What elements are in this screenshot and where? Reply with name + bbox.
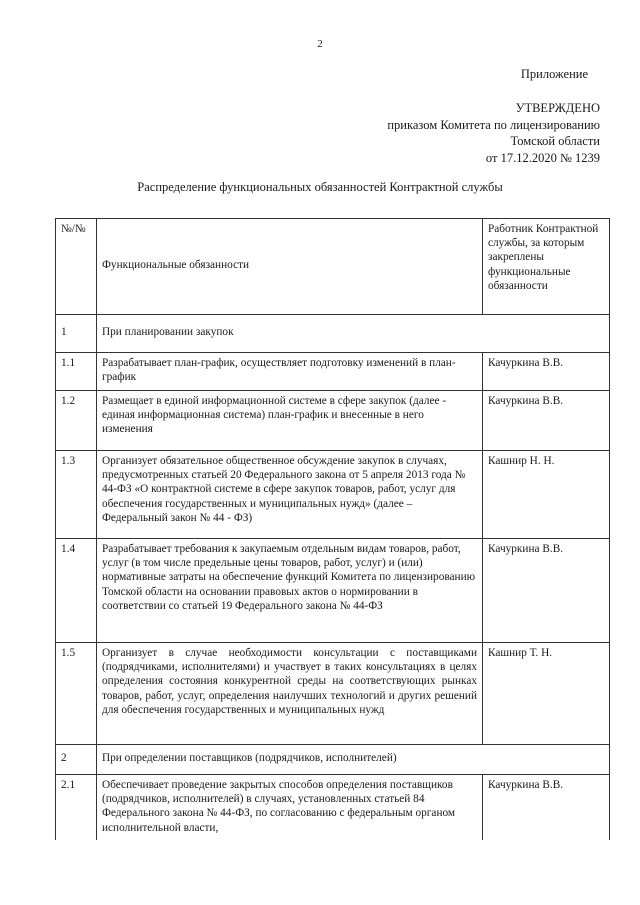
approval-line-3: от 17.12.2020 № 1239 (485, 150, 600, 165)
section-title-cell (97, 315, 610, 353)
row-num: 1.1 (56, 353, 97, 391)
section-row (56, 315, 610, 353)
section-row (56, 745, 610, 775)
table-row (56, 353, 610, 391)
table-row (56, 391, 610, 451)
row-worker: Качуркина В.В. (483, 353, 610, 391)
table-row (56, 643, 610, 745)
row-num: 1.5 (56, 643, 97, 745)
table-row (56, 775, 610, 840)
row-duty: Организует обязательное общественное обсуждение закупок в случаях, предусмотренных статьей 20 Федерального закона от 5 апреля 2013 года № 44-ФЗ «О контрактной системе в сфере закупок товаров, работ, услуг для обеспечения государственных и муниципальных нужд» (далее – Федеральный закон № 44 - ФЗ) (97, 451, 483, 539)
approval-title: УТВЕРЖДЕНО (515, 101, 600, 115)
row-duty: Разрабатывает план-график, осуществляет подготовку изменений в план-график (97, 353, 483, 391)
header-worker: Работник Контрактной службы, за которым закреплены функциональные обязанности (483, 219, 610, 315)
row-num: 2 (56, 745, 97, 775)
row-num: 2.1 (56, 775, 97, 840)
row-duty: Размещает в единой информационной системе в сфере закупок (далее - единая информационная система) план-график и внесенные в него изменения (97, 391, 483, 451)
table-row (56, 539, 610, 643)
row-worker: Кашнир Т. Н. (483, 643, 610, 745)
row-worker: Качуркина В.В. (483, 775, 610, 840)
table-header-row (56, 219, 610, 315)
row-duty: Обеспечивает проведение закрытых способов определения поставщиков (подрядчиков, исполнителей) в случаях, установленных статьей 84 Федерального закона № 44-ФЗ, по согласованию с федеральным органом исполнительной власти, (97, 775, 483, 840)
duties-table (55, 218, 610, 840)
row-num: 1.2 (56, 391, 97, 451)
row-worker: Качуркина В.В. (483, 539, 610, 643)
header-num: №/№ (56, 219, 97, 315)
approval-block (387, 100, 600, 166)
approval-line-1: приказом Комитета по лицензированию (387, 117, 600, 132)
row-num: 1 (56, 315, 97, 353)
document-title: Распределение функциональных обязанностей Контрактной службы (137, 180, 503, 194)
header-duties (97, 219, 483, 315)
section-title-cell (97, 745, 610, 775)
section-title: При определении поставщиков (подрядчиков, исполнителей) (102, 752, 397, 765)
header-duties-label: Функциональные обязанности (102, 259, 250, 272)
row-duty: Разрабатывает требования к закупаемым отдельным видам товаров, работ, услуг (в том числе предельные цены товаров, работ, услуг) и (или) нормативные затраты на обеспечение функций Комитета по лицензированию Томской области на основании правовых актов о нормировании в соответствии со статьей 19 Федерального закона № 44-ФЗ (97, 539, 483, 643)
appendix-label: Приложение (520, 67, 588, 81)
section-title: При планировании закупок (102, 326, 234, 339)
page-number: 2 (317, 38, 323, 50)
table-row (56, 451, 610, 539)
row-num: 1.3 (56, 451, 97, 539)
row-duty: Организует в случае необходимости консультации с поставщиками (подрядчиками, исполнителями) и участвует в таких консультациях в целях определения состояния конкурентной среды на соответствующих рынках товаров, работ, услуг, определения наилучших технологий и других решений для обеспечения государственных и муниципальных нужд (97, 643, 483, 745)
row-num: 1.4 (56, 539, 97, 643)
approval-line-2: Томской области (510, 134, 600, 148)
row-worker: Кашнир Н. Н. (483, 451, 610, 539)
row-worker: Качуркина В.В. (483, 391, 610, 451)
